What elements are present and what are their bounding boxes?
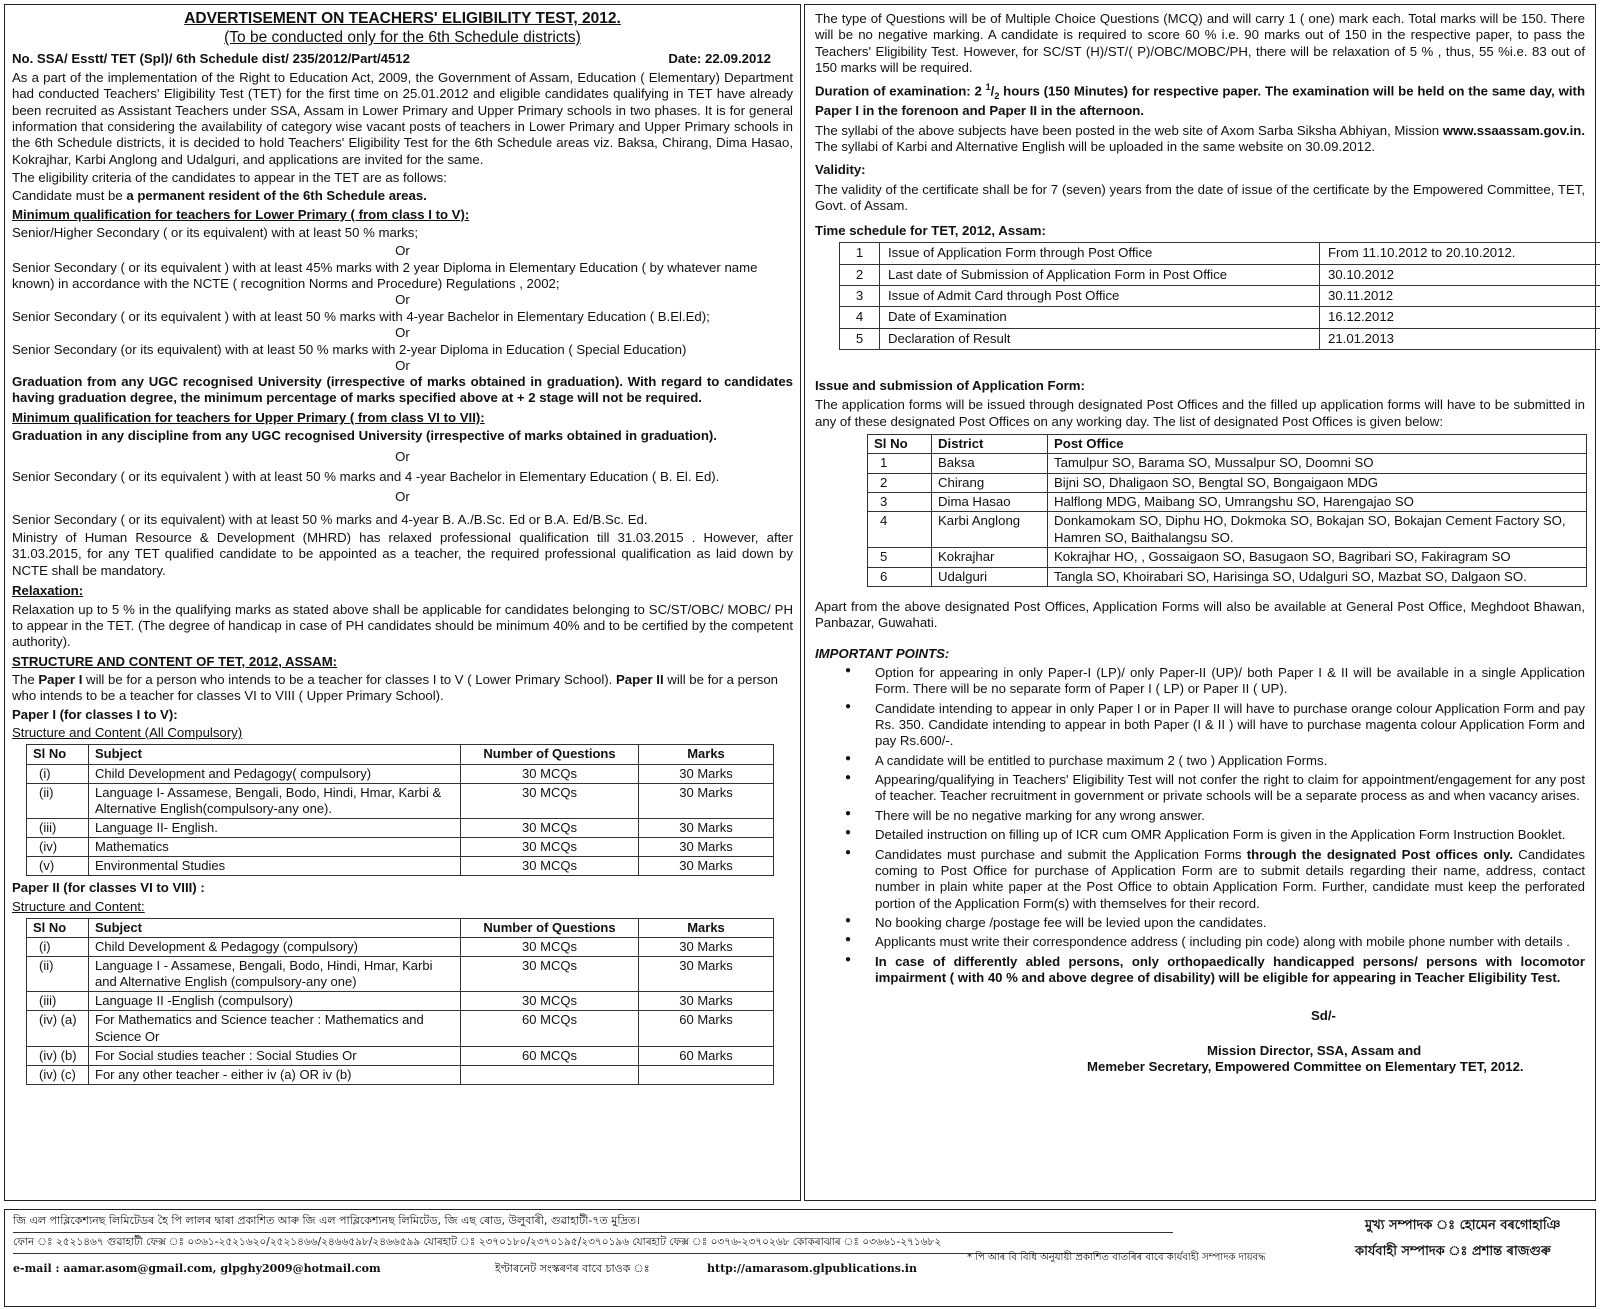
- paper2-subheading: Structure and Content:: [12, 898, 145, 914]
- footer-prb-note: * পি আৰ বি বিধি অনুযায়ী প্ৰকাশিত বাতৰিৰ বাবে কাৰ্যবাহী সম্পাদক দায়বদ্ধ: [967, 1252, 1266, 1263]
- paper1-heading: Paper I (for classes I to V):: [12, 706, 178, 722]
- fraction-numerator: 1: [985, 82, 991, 93]
- post-office-table-body: [868, 454, 1587, 587]
- syllabi-text: The syllabi of the above subjects have been posted in the web site of Axom Sarba Siksha Abhiyan, Mission: [815, 122, 1443, 138]
- cell-sl: (i): [27, 764, 89, 783]
- col-sl: Sl No: [27, 918, 89, 937]
- table-row: [840, 243, 1600, 264]
- cell-event: Issue of Application Form through Post Office: [880, 243, 1320, 264]
- cell-post-offices: Bijni SO, Dhaligaon SO, Bengtal SO, Bongaigaon MDG: [1048, 473, 1587, 492]
- schedule-table-body: [840, 243, 1600, 350]
- paper1-table: [26, 744, 774, 876]
- ad-title: ADVERTISEMENT ON TEACHERS' ELIGIBILITY TEST, 2012.: [184, 10, 621, 27]
- duration-text: Duration of examination: 2: [815, 83, 986, 99]
- cell-questions: 30 MCQs: [461, 837, 639, 856]
- table-row: [27, 764, 774, 783]
- table-row: [27, 837, 774, 856]
- cell-post-offices: Donkamokam SO, Diphu HO, Dokmoka SO, Bokajan SO, Bokajan Cement Factory SO, Hamren SO, Baithalangsu SO.: [1048, 512, 1587, 548]
- cell-sl: (iv): [27, 837, 89, 856]
- cell-date: From 11.10.2012 to 20.10.2012.: [1320, 243, 1600, 264]
- cell-sl: (iii): [27, 992, 89, 1011]
- table-row: [868, 493, 1587, 512]
- table-row: [868, 512, 1587, 548]
- cell-sl: 5: [840, 328, 880, 349]
- signature-line-1: Mission Director, SSA, Assam and: [1207, 1042, 1422, 1058]
- point-item: ● Candidate intending to appear in only Paper I or in Paper II will have to purchase orange colour Application Form and pay Rs. 350. Candidate intending to appear in both Paper (I & II ) will have to purchase magenta colour Application Form and pay Rs.600/-.: [815, 701, 1585, 750]
- cell-district: Chirang: [932, 473, 1048, 492]
- structure-text: will be for a person who intends to be a teacher for classes I to V ( Lower Primary School).: [82, 671, 616, 687]
- ad-date: Date: 22.09.2012: [668, 51, 771, 67]
- lp-qualification-4: Senior Secondary (or its equivalent) with at least 50 % marks with 2-year Diploma in Education ( Special Education): [12, 341, 687, 357]
- cell-marks: 30 Marks: [639, 764, 774, 783]
- cell-subject: Language II- English.: [89, 818, 461, 837]
- cell-sl: 3: [868, 493, 932, 512]
- signature-line-2: Memeber Secretary, Empowered Committee on Elementary TET, 2012.: [1087, 1059, 1524, 1075]
- fraction-denominator: 2: [994, 91, 1000, 102]
- ad-subtitle: (To be conducted only for the 6th Schedule districts): [224, 29, 581, 47]
- structure-paper1: Paper I: [38, 671, 83, 687]
- point-item: ● No booking charge /postage fee will be levied upon the candidates.: [815, 915, 1585, 931]
- left-column: [4, 4, 801, 1201]
- right-column: [804, 4, 1596, 1201]
- relaxation-heading: Relaxation:: [12, 583, 84, 599]
- syllabi-website: www.ssaassam.gov.in.: [1442, 122, 1585, 138]
- point-item: ● Appearing/qualifying in Teachers' Eligibility Test will not confer the right to claim for appointment/engagement for any post of teacher. Teacher recruitment in government or private schools will be a separate process as and when vacancy arises.: [815, 772, 1585, 805]
- table-row: [27, 1046, 774, 1065]
- cell-sl: 1: [868, 454, 932, 473]
- point-text: Candidates coming to Post Office for purchase of Application Form are to submit details regarding their name, address, contact number in plain white paper at the Post Office to obtain Application Form. Further, candidate must keep the perforated portion of the Application Form(s) with themselves for their record.: [875, 846, 1585, 911]
- point-item: ● Applicants must write their correspondence address ( including pin code) along with mobile phone number with details .: [815, 934, 1585, 950]
- cell-sl: (ii): [27, 783, 89, 818]
- cell-sl: 1: [840, 243, 880, 264]
- col-marks: Marks: [639, 918, 774, 937]
- resident-requirement: [12, 188, 793, 204]
- paper1-table-body: [27, 764, 774, 876]
- lp-qualification-1: Senior/Higher Secondary ( or its equivalent) with at least 50 % marks;: [12, 225, 419, 241]
- col-subject: Subject: [89, 918, 461, 937]
- cell-date: 30.10.2012: [1320, 264, 1600, 285]
- table-row: [27, 1011, 774, 1046]
- cell-sl: (ii): [27, 957, 89, 992]
- reference-number: No. SSA/ Esstt/ TET (Spl)/ 6th Schedule dist/ 235/2012/Part/4512: [12, 51, 410, 67]
- cell-subject: Child Development & Pedagogy (compulsory): [89, 938, 461, 957]
- cell-subject: Mathematics: [89, 837, 461, 856]
- cell-questions: 30 MCQs: [461, 857, 639, 876]
- points-heading: IMPORTANT POINTS:: [815, 645, 950, 661]
- schedule-table: [839, 242, 1600, 350]
- table-row: [840, 307, 1600, 328]
- cell-sl: 4: [840, 307, 880, 328]
- cell-event: Last date of Submission of Application Form in Post Office: [880, 264, 1320, 285]
- cell-marks: 60 Marks: [639, 1046, 774, 1065]
- or-separator: Or: [395, 448, 410, 464]
- cell-sl: 2: [840, 264, 880, 285]
- footer-internet-url: http://amarasom.glpublications.in: [707, 1262, 917, 1275]
- cell-subject: For Social studies teacher : Social Studies Or: [89, 1046, 461, 1065]
- footer-email: e-mail : aamar.asom@gmail.com, glpghy2009@hotmail.com: [13, 1262, 381, 1275]
- point-item: ● A candidate will be entitled to purchase maximum 2 ( two ) Application Forms.: [815, 753, 1585, 769]
- mcq-paragraph: The type of Questions will be of Multiple Choice Questions (MCQ) and will carry 1 ( one) mark each. Total marks will be 150. There will be no negative marking. A candidate is required to score 60 % i.e. 90 marks out of 150 in the respective paper, to pass the Teachers' Eligibility Test. However, for SC/ST (H)/ST/( P)/OBC/MOBC/PH, there will be relaxation of 5 % , thus, 55 %i.e. 83 out of 150 marks will be required.: [815, 11, 1585, 76]
- cell-date: 16.12.2012: [1320, 307, 1600, 328]
- cell-post-offices: Tamulpur SO, Barama SO, Mussalpur SO, Doomni SO: [1048, 454, 1587, 473]
- cell-subject: For Mathematics and Science teacher : Mathematics and Science Or: [89, 1011, 461, 1046]
- structure-text: will be for a person who intends to be a teacher for classes VI to VIII ( Upper Primary School).: [12, 671, 778, 704]
- cell-post-offices: Tangla SO, Khoirabari SO, Harisinga SO, Udalguri SO, Mazbat SO, Dalgaon SO.: [1048, 567, 1587, 586]
- cell-district: Udalguri: [932, 567, 1048, 586]
- cell-marks: [639, 1065, 774, 1084]
- cell-event: Date of Examination: [880, 307, 1320, 328]
- cell-subject: Language I- Assamese, Bengali, Bodo, Hindi, Hmar, Karbi & Alternative English(compulsory-any one).: [89, 783, 461, 818]
- col-post-office: Post Office: [1048, 435, 1587, 454]
- cell-questions: 60 MCQs: [461, 1046, 639, 1065]
- syllabi-paragraph: [815, 123, 1585, 156]
- cell-sl: 4: [868, 512, 932, 548]
- up-qualification-1: Graduation in any discipline from any UGC recognised University (irrespective of marks obtained in graduation).: [12, 428, 717, 444]
- col-questions: Number of Questions: [461, 745, 639, 764]
- schedule-heading: Time schedule for TET, 2012, Assam:: [815, 222, 1046, 238]
- lp-qualification-5: Graduation from any UGC recognised University (irrespective of marks obtained in graduation). With regard to candidates having graduation degree, the minimum percentage of marks specified above at + 2 stage will not be required.: [12, 374, 793, 406]
- cell-marks: 30 Marks: [639, 837, 774, 856]
- cell-event: Issue of Admit Card through Post Office: [880, 285, 1320, 306]
- cell-marks: 30 Marks: [639, 783, 774, 818]
- cell-questions: [461, 1065, 639, 1084]
- table-header-row: [868, 435, 1587, 454]
- resident-bold: a permanent resident of the 6th Schedule areas.: [126, 188, 427, 204]
- cell-district: Dima Hasao: [932, 493, 1048, 512]
- point-text: Candidates must purchase and submit the Application Forms: [875, 846, 1247, 862]
- or-separator: Or: [395, 325, 410, 341]
- cell-marks: 30 Marks: [639, 938, 774, 957]
- point-bold-text: through the designated Post offices only.: [1246, 846, 1514, 862]
- cell-subject: Child Development and Pedagogy( compulsory): [89, 764, 461, 783]
- syllabi-text: The syllabi of Karbi and Alternative English will be uploaded in the same website on 30.09.2012.: [815, 139, 1376, 155]
- or-separator: Or: [395, 243, 410, 259]
- structure-heading: STRUCTURE AND CONTENT OF TET, 2012, ASSAM:: [12, 653, 338, 669]
- structure-paragraph: [12, 672, 793, 705]
- table-row: [868, 548, 1587, 567]
- cell-sl: (i): [27, 938, 89, 957]
- table-row: [27, 938, 774, 957]
- gpo-paragraph: Apart from the above designated Post Offices, Application Forms will also be available at General Post Office, Meghdoot Bhawan, Panbazar, Guwahati.: [815, 598, 1585, 631]
- cell-questions: 60 MCQs: [461, 1011, 639, 1046]
- or-separator: Or: [395, 357, 410, 373]
- table-header-row: [27, 745, 774, 764]
- cell-district: Karbi Anglong: [932, 512, 1048, 548]
- validity-paragraph: The validity of the certificate shall be for 7 (seven) years from the date of issue of the certificate by the Empowered Committee, TET, Govt. of Assam.: [815, 182, 1585, 214]
- paper2-table: [26, 918, 774, 1085]
- footer-phone-line: ফোন ঃ ২৫২১৪৬৭ গুৱাহাটী ফেক্স ঃ ০৩৬১-২৫২১৬২০/২৫২১৪৬৬/২৪৬৬৫৯৮/২৪৬৬৫৯৯ যোৰহাট ঃ ২৩৭০১৮০/২৩৭০১৯৫/২৩৭০১৯৬ যোৰহাট ফেক্স ঃ ০৩৭৬-২৩৭০২৬৮ কোকৰাঝাৰ ঃ ০৩৬৬১-২৭১৬৮২: [13, 1236, 1173, 1254]
- cell-subject: Language I - Assamese, Bengali, Bodo, Hindi, Hmar, Karbi and Alternative English (compulsory-any one): [89, 957, 461, 992]
- important-points-list: [815, 665, 1585, 986]
- col-subject: Subject: [89, 745, 461, 764]
- footer-chief-editor: মুখ্য সম্পাদক ঃ হোমেন বৰগোহাঞি: [1365, 1218, 1561, 1233]
- col-questions: Number of Questions: [461, 918, 639, 937]
- structure-text: The: [12, 671, 39, 687]
- lp-qualification-2: Senior Secondary ( or its equivalent ) with at least 45% marks with 2 year Diploma in Elementary Education ( by whatever name known) in accordance with the NCTE ( recognition Norms and Procedure) Regulations , 2002;: [12, 259, 758, 292]
- cell-post-offices: Kokrajhar HO, , Gossaigaon SO, Basugaon SO, Bagribari SO, Fakiragram SO: [1048, 548, 1587, 567]
- cell-marks: 30 Marks: [639, 818, 774, 837]
- table-row: [27, 957, 774, 992]
- cell-sl: (iv) (c): [27, 1065, 89, 1084]
- table-row: [27, 1065, 774, 1084]
- cell-post-offices: Halflong MDG, Maibang SO, Umrangshu SO, Harengajao SO: [1048, 493, 1587, 512]
- cell-questions: 30 MCQs: [461, 992, 639, 1011]
- eligibility-intro: The eligibility criteria of the candidates to appear in the TET are as follows:: [12, 169, 447, 185]
- col-sl: Sl No: [868, 435, 932, 454]
- or-separator: Or: [395, 292, 410, 308]
- relaxation-paragraph: Relaxation up to 5 % in the qualifying marks as stated above shall be applicable for candidates belonging to SC/ST/OBC/ MOBC/ PH to appear in the TET. (The degree of handicap in case of PH candidates should be minimum 40% and to be certified by the competent authority).: [12, 601, 793, 650]
- point-item: ● Detailed instruction on filling up of ICR cum OMR Application Form is given in the Application Form Instruction Booklet.: [815, 827, 1585, 843]
- lp-heading: Minimum qualification for teachers for Lower Primary ( from class I to V):: [12, 206, 470, 222]
- cell-sl: 3: [840, 285, 880, 306]
- table-row: [868, 567, 1587, 586]
- validity-heading: Validity:: [815, 161, 866, 177]
- col-marks: Marks: [639, 745, 774, 764]
- issue-paragraph: The application forms will be issued through designated Post Offices and the filled up application forms will have to be submitted in any of these designated Post Offices on any working day. The list of designated Post Offices is given below:: [815, 397, 1585, 429]
- up-qualification-2: Senior Secondary ( or its equivalent ) with at least 50 % marks and 4 -year Bachelor in Elementary Education ( B. El. Ed).: [12, 469, 720, 485]
- table-row: [868, 454, 1587, 473]
- cell-marks: 60 Marks: [639, 1011, 774, 1046]
- col-sl: Sl No: [27, 745, 89, 764]
- cell-date: 30.11.2012: [1320, 285, 1600, 306]
- table-row: [840, 328, 1600, 349]
- table-row: [840, 285, 1600, 306]
- post-office-table: [867, 434, 1587, 587]
- paper2-heading: Paper II (for classes VI to VIII) :: [12, 880, 205, 896]
- structure-paper2: Paper II: [615, 671, 664, 687]
- table-header-row: [27, 918, 774, 937]
- up-heading: Minimum qualification for teachers for Upper Primary ( from class VI to VII):: [12, 409, 485, 425]
- cell-subject: Language II -English (compulsory): [89, 992, 461, 1011]
- cell-sl: (iv) (b): [27, 1046, 89, 1065]
- col-district: District: [932, 435, 1048, 454]
- cell-questions: 30 MCQs: [461, 818, 639, 837]
- point-item: [815, 847, 1585, 912]
- table-row: [27, 992, 774, 1011]
- footer-publisher-line: জি এল পাব্লিকেশ্যনছ লিমিটেডৰ হৈ পি লালৰ দ্বাৰা প্ৰকাশিত আৰু জি এল পাব্লিকেশ্যনছ লিমিটেড, জি এছ ৰোড, উলুবাৰী, গুৱাহাটী-৭ত মুদ্ৰিত।: [13, 1214, 1173, 1233]
- cell-date: 21.01.2013: [1320, 328, 1600, 349]
- duration-paragraph: Duration of examination: 2 $^1/_2$ hours (150 Minutes) for respective paper. The examination will be held on the same day, with Paper I in the forenoon and Paper II in the afternoon.: [815, 82, 1585, 118]
- cell-subject: For any other teacher - either iv (a) OR iv (b): [89, 1065, 461, 1084]
- footer-executive-editor: কাৰ্যবাহী সম্পাদক ঃ প্ৰশান্ত ৰাজগুৰু: [1355, 1244, 1551, 1259]
- cell-subject: Environmental Studies: [89, 857, 461, 876]
- up-qualification-3: Senior Secondary ( or its equivalent) with at least 50 % marks and 4-year B. A./B.Sc. Ed or B.A. Ed/B.Sc. Ed.: [12, 511, 648, 527]
- intro-paragraph: As a part of the implementation of the Right to Education Act, 2009, the Government of Assam, Education ( Elementary) Department had conducted Teachers' Eligibility Test (TET) for the first time on 25.01.2012 and eligible candidates qualifying in TET have already been recruited as Assistant Teachers under SSA, Assam in Lower Primary and Upper Primary schools in two phases. It is for general information that considering the availability of category wise vacant posts of teachers in Lower Primary and Upper Primary schools in the 6th Schedule districts, it is decided to hold Teachers' Eligibility Test for the 6th Schedule areas viz. Baksa, Chirang, Dima Hasao, Kokrajhar, Karbi Anglong and Udalguri, and applications are invited for the same.: [12, 69, 793, 167]
- newspaper-footer: [4, 1209, 1596, 1307]
- reference-row: [12, 51, 793, 67]
- cell-questions: 30 MCQs: [461, 783, 639, 818]
- table-row: [27, 783, 774, 818]
- cell-district: Kokrajhar: [932, 548, 1048, 567]
- point-item: ● In case of differently abled persons, only orthopaedically handicapped persons/ persons with locomotor impairment ( with 40 % and above degree of disability) will be eligible for appearing in Teacher Eligibility Test.: [815, 954, 1585, 987]
- cell-sl: 5: [868, 548, 932, 567]
- cell-sl: 6: [868, 567, 932, 586]
- table-row: [27, 857, 774, 876]
- paper2-table-body: [27, 938, 774, 1085]
- cell-marks: 30 Marks: [639, 992, 774, 1011]
- cell-district: Baksa: [932, 454, 1048, 473]
- lp-qualification-3: Senior Secondary ( or its equivalent ) with at least 50 % marks with 4-year Bachelor in Elementary Education ( B.El.Ed);: [12, 308, 710, 324]
- cell-questions: 30 MCQs: [461, 764, 639, 783]
- cell-sl: (v): [27, 857, 89, 876]
- table-row: [27, 818, 774, 837]
- cell-marks: 30 Marks: [639, 957, 774, 992]
- table-row: [840, 264, 1600, 285]
- signature-sd: Sd/-: [1311, 1008, 1336, 1024]
- cell-questions: 30 MCQs: [461, 957, 639, 992]
- cell-questions: 30 MCQs: [461, 938, 639, 957]
- point-item: ● Option for appearing in only Paper-I (LP)/ only Paper-II (UP)/ both Paper I & II will be available in a single Application Form. There will be no separate form of Paper I ( LP) or Paper II ( UP).: [815, 665, 1585, 698]
- issue-heading: Issue and submission of Application Form:: [815, 377, 1085, 393]
- cell-sl: 2: [868, 473, 932, 492]
- cell-event: Declaration of Result: [880, 328, 1320, 349]
- point-item: ● There will be no negative marking for any wrong answer.: [815, 808, 1585, 824]
- cell-marks: 30 Marks: [639, 857, 774, 876]
- paper1-subheading: Structure and Content (All Compulsory): [12, 725, 243, 741]
- or-separator: Or: [395, 489, 410, 505]
- cell-sl: (iii): [27, 818, 89, 837]
- mhrd-paragraph: Ministry of Human Resource & Development (MHRD) has relaxed professional qualification till 31.03.2015 . However, after 31.03.2015, for any TET qualified candidate to be appointed as a teacher, the required professional qualification as laid down by NCTE shall be mandatory.: [12, 530, 793, 578]
- cell-sl: (iv) (a): [27, 1011, 89, 1046]
- footer-internet-label: ইণ্টাৰনেট সংস্কৰণৰ বাবে চাওক ঃ: [495, 1262, 650, 1275]
- duration-text: hours (150 Minutes) for respective paper. The examination will be held on the same day, with Paper I in the forenoon and Paper II in the afternoon.: [815, 83, 1585, 118]
- resident-prefix: Candidate must be: [12, 188, 127, 204]
- table-row: [868, 473, 1587, 492]
